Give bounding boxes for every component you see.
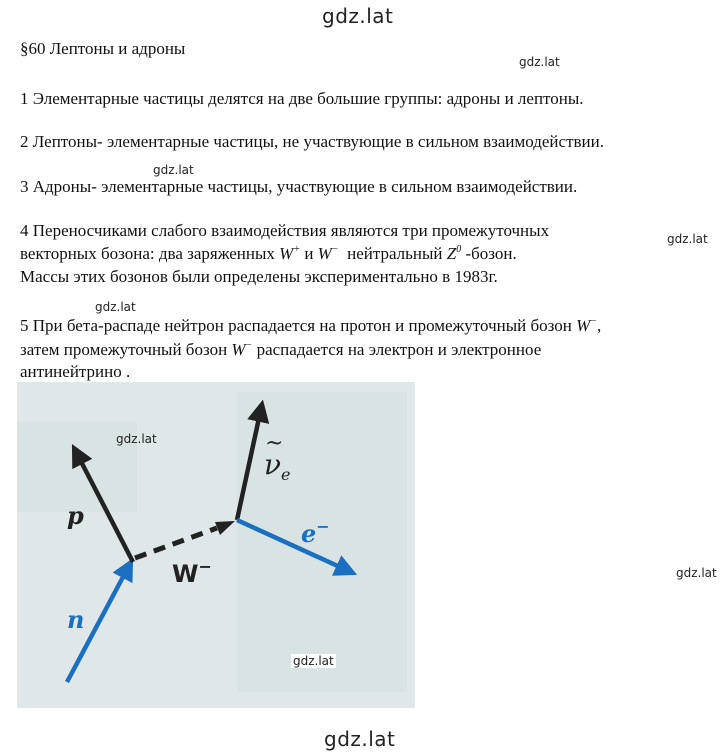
text: затем промежуточный бозон	[20, 340, 228, 359]
watermark-top: gdz.lat	[322, 4, 394, 28]
text: -бозон.	[465, 244, 517, 263]
text: нейтральный	[347, 244, 443, 263]
paragraph-5-line-3: антинейтрино .	[20, 362, 131, 381]
w-letter: W	[576, 316, 591, 335]
paragraph-4-line-1: 4 Переносчиками слабого взаимодействия являются три промежуточных	[20, 221, 550, 240]
plus-sign: +	[293, 244, 301, 255]
page-heading: §60 Лептоны и адроны	[20, 39, 186, 58]
watermark: gdz.lat	[153, 163, 194, 177]
text: и	[304, 244, 314, 263]
paragraph-1: 1 Элементарные частицы делятся на две большие группы: адроны и лептоны.	[20, 89, 584, 108]
w-letter: W	[317, 244, 332, 263]
paragraph-3: 3 Адроны- элементарные частицы, участвующие в сильном взаимодействии.	[20, 177, 578, 196]
paragraph-5-line-2	[20, 339, 541, 361]
watermark: gdz.lat	[676, 566, 717, 580]
zero-sign: 0	[456, 244, 462, 255]
text: векторных бозона: два заряженных	[20, 244, 275, 263]
watermark: gdz.lat	[293, 654, 334, 668]
w-letter: W	[279, 244, 294, 263]
watermark: gdz.lat	[95, 300, 136, 314]
w-boson-symbol	[576, 316, 597, 335]
label-e-letter: e	[301, 519, 317, 548]
label-nu-letter: ν	[264, 448, 282, 481]
watermark: gdz.lat	[116, 432, 157, 446]
watermark: gdz.lat	[667, 232, 708, 246]
label-w-sup: −	[198, 557, 212, 576]
label-p: p	[67, 501, 84, 530]
watermark: gdz.lat	[519, 55, 560, 69]
text: ,	[597, 316, 602, 335]
w-letter: W	[231, 340, 246, 359]
w-boson-symbol	[279, 244, 300, 263]
minus-sign: −	[245, 340, 253, 351]
z-boson-symbol	[447, 244, 461, 263]
paragraph-2: 2 Лептоны- элементарные частицы, не участвующие в сильном взаимодействии.	[20, 132, 604, 151]
w-boson-symbol	[318, 244, 339, 263]
text: 5 При бета-распаде нейтрон распадается на протон и промежуточный бозон	[20, 316, 572, 335]
label-n: n	[67, 605, 85, 634]
label-e-sup: −	[316, 517, 330, 536]
paragraph-4-line-2	[20, 243, 517, 265]
watermark-bottom: gdz.lat	[324, 727, 396, 751]
text: распадается на электрон и электронное	[256, 340, 542, 359]
paragraph-5-line-1	[20, 315, 601, 337]
label-nu-tilde: ~	[265, 431, 284, 456]
w-boson-symbol	[231, 340, 252, 359]
label-nu-sub: e	[281, 465, 291, 484]
minus-sign: −	[590, 316, 598, 327]
paragraph-4-line-3: Массы этих бозонов были определены экспериментально в 1983г.	[20, 267, 498, 286]
label-w-letter: W	[172, 560, 199, 588]
beta-decay-diagram	[17, 382, 415, 708]
z-letter: Z	[446, 244, 457, 263]
minus-sign: −	[331, 244, 339, 255]
